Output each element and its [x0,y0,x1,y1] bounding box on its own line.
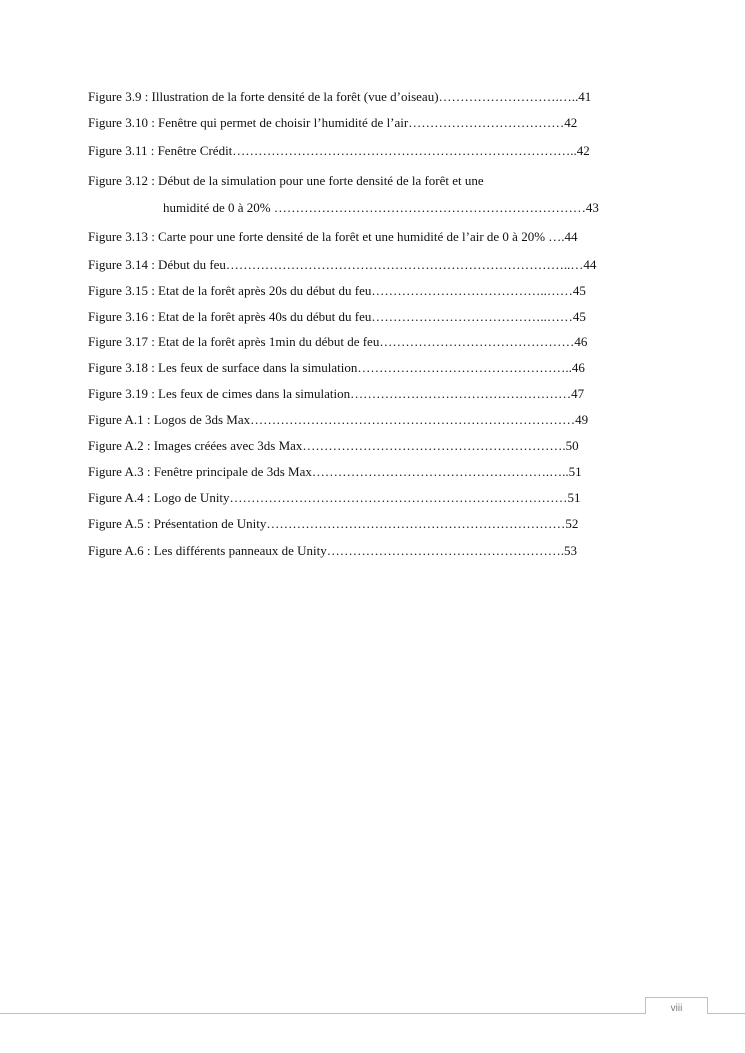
toc-entry-figure-a-1: Figure A.1 : Logos de 3ds Max…………………………………………………………………49 [88,412,589,427]
toc-entry-figure-a-4: Figure A.4 : Logo de Unity……………………………………………………………………51 [88,490,581,505]
toc-entry-figure-3-11: Figure 3.11 : Fenêtre Crédit……………………………………………………………………..42 [88,143,590,158]
toc-entry-figure-3-14: Figure 3.14 : Début du feu……………………………………………………………………..…44 [88,257,597,272]
toc-entry-figure-3-9: Figure 3.9 : Illustration de la forte densité de la forêt (vue d’oiseau)……………………….…..41 [88,89,592,104]
toc-entry-figure-3-13: Figure 3.13 : Carte pour une forte densité de la forêt et une humidité de l’air de 0 à 20% ….44 [88,229,578,244]
toc-entry-figure-3-10: Figure 3.10 : Fenêtre qui permet de choisir l’humidité de l’air………………………………42 [88,115,578,130]
toc-entry-figure-a-5: Figure A.5 : Présentation de Unity……………………………………………………………52 [88,516,579,531]
footer-divider [0,1013,745,1014]
page-number-tab [645,997,708,1014]
toc-entry-figure-3-12-continued: humidité de 0 à 20% ………………………………………………………………43 [163,200,599,215]
page-number: viii [670,1003,683,1014]
toc-entry-figure-a-3: Figure A.3 : Fenêtre principale de 3ds Max……………………………………………….…..51 [88,464,582,479]
toc-entry-figure-3-15: Figure 3.15 : Etat de la forêt après 20s du début du feu…………………………………..……45 [88,283,586,298]
toc-entry-figure-3-12: Figure 3.12 : Début de la simulation pour une forte densité de la forêt et une [88,173,484,188]
toc-entry-figure-a-6: Figure A.6 : Les différents panneaux de Unity……………………………………………….53 [88,543,578,558]
toc-entry-figure-a-2: Figure A.2 : Images créées avec 3ds Max…………………………………………………….50 [88,438,579,453]
toc-entry-figure-3-18: Figure 3.18 : Les feux de surface dans la simulation…………………………………………..46 [88,360,585,375]
toc-entry-figure-3-16: Figure 3.16 : Etat de la forêt après 40s du début du feu…………………………………..……45 [88,309,586,324]
toc-entry-figure-3-17: Figure 3.17 : Etat de la forêt après 1min du début de feu………………………………………46 [88,334,588,349]
toc-entry-figure-3-19: Figure 3.19 : Les feux de cimes dans la simulation……………………………………………47 [88,386,585,401]
